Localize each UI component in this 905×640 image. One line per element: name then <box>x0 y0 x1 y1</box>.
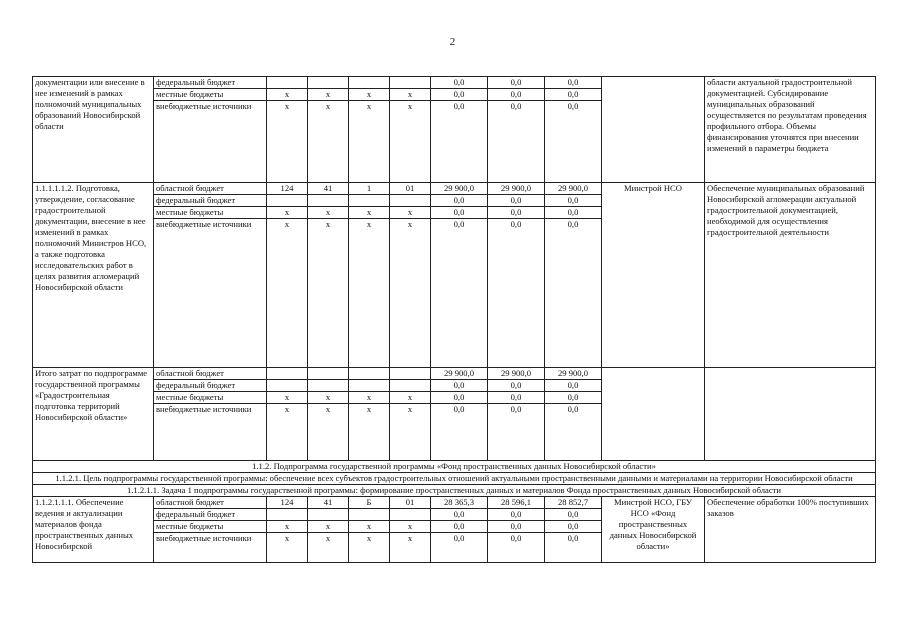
value-cell: 28 365,3 <box>431 497 488 509</box>
source-label: областной бюджет <box>154 497 267 509</box>
source-label: внебюджетные источники <box>154 101 267 183</box>
na-mark: x <box>349 392 390 404</box>
table-row <box>33 77 876 89</box>
na-mark: x <box>390 207 431 219</box>
value-cell: 0,0 <box>488 533 545 563</box>
value-cell: 0,0 <box>431 219 488 368</box>
na-mark: x <box>308 392 349 404</box>
na-mark: x <box>349 219 390 368</box>
na-mark: x <box>308 207 349 219</box>
value-cell: 0,0 <box>545 89 602 101</box>
value-cell: 0,0 <box>488 521 545 533</box>
event-name: документации или внесение в нее изменений в рамках полномочий муниципальных образований Новосибирской области <box>33 77 154 183</box>
value-cell: 0,0 <box>488 380 545 392</box>
na-mark: x <box>267 533 308 563</box>
source-label: местные бюджеты <box>154 392 267 404</box>
budget-table <box>32 76 876 563</box>
value-cell: 0,0 <box>545 380 602 392</box>
source-label: местные бюджеты <box>154 89 267 101</box>
table-row <box>33 473 876 485</box>
na-mark: x <box>390 392 431 404</box>
total-label: Итого затрат по подпрограмме государственной программы «Градостроительная подготовка территорий Новосибирской области» <box>33 368 154 461</box>
value-cell: 0,0 <box>431 521 488 533</box>
value-cell: 0,0 <box>431 77 488 89</box>
source-label: областной бюджет <box>154 368 267 380</box>
value-cell: 29 900,0 <box>545 368 602 380</box>
na-mark: x <box>390 533 431 563</box>
goal-heading: 1.1.2.1. Цель подпрограммы государственной программы: обеспечение всех субъектов градостроительных отношений актуальными пространственными данными и материалами на территории Новосибирской области <box>33 473 876 485</box>
executor-cell <box>602 77 705 183</box>
table-row <box>33 497 876 509</box>
event-name: 1.1.1.1.1.2. Подготовка, утверждение, согласование градостроительной документации, внесение в нее изменений в рамках полномочий Министров НСО, а также подготовка исследовательских работ в целях развития агломераций Новосибирской области <box>33 183 154 368</box>
na-mark: x <box>349 101 390 183</box>
value-cell: 0,0 <box>431 404 488 461</box>
value-cell: 0,0 <box>545 392 602 404</box>
table-row <box>33 183 876 195</box>
source-label: федеральный бюджет <box>154 380 267 392</box>
value-cell: 0,0 <box>431 380 488 392</box>
na-mark: x <box>267 101 308 183</box>
page-number: 2 <box>449 36 456 48</box>
na-mark: x <box>308 219 349 368</box>
value-cell: 0,0 <box>545 521 602 533</box>
executor-cell <box>602 368 705 461</box>
value-cell: 29 900,0 <box>545 183 602 195</box>
value-cell: 0,0 <box>545 207 602 219</box>
expected-result: Обеспечение обработки 100% поступивших заказов <box>705 497 876 563</box>
na-mark: x <box>267 404 308 461</box>
na-mark: x <box>349 533 390 563</box>
source-label: внебюджетные источники <box>154 533 267 563</box>
value-cell: 0,0 <box>431 89 488 101</box>
na-mark: x <box>308 404 349 461</box>
table-row <box>33 368 876 380</box>
value-cell: 0,0 <box>488 509 545 521</box>
source-label: федеральный бюджет <box>154 195 267 207</box>
executor-cell: Минстрой НСО, ГБУ НСО «Фонд пространственных данных Новосибирской области» <box>602 497 705 563</box>
na-mark: x <box>267 207 308 219</box>
na-mark: x <box>349 89 390 101</box>
value-cell: 28 596,1 <box>488 497 545 509</box>
na-mark: x <box>308 89 349 101</box>
value-cell: 29 900,0 <box>431 183 488 195</box>
na-mark: x <box>267 219 308 368</box>
na-mark: x <box>390 219 431 368</box>
value-cell: 0,0 <box>431 509 488 521</box>
na-mark: x <box>308 533 349 563</box>
value-cell: 0,0 <box>431 101 488 183</box>
table-row <box>33 485 876 497</box>
code-cell: 124 <box>267 183 308 195</box>
value-cell: 0,0 <box>488 101 545 183</box>
value-cell: 29 900,0 <box>488 183 545 195</box>
value-cell: 0,0 <box>431 207 488 219</box>
code-cell: 41 <box>308 183 349 195</box>
value-cell: 0,0 <box>545 404 602 461</box>
na-mark: x <box>267 89 308 101</box>
expected-result: области актуальной градостроительной документацией. Субсидирование муниципальных образований осуществляется по результатам проведения профильного отбора. Объемы финансирования уточнятся при внесении изменений в параметры бюджета <box>705 77 876 183</box>
value-cell: 0,0 <box>545 219 602 368</box>
value-cell: 0,0 <box>488 392 545 404</box>
code-cell: 01 <box>390 183 431 195</box>
value-cell: 0,0 <box>488 195 545 207</box>
value-cell: 0,0 <box>488 77 545 89</box>
code-cell: 01 <box>390 497 431 509</box>
value-cell: 0,0 <box>431 533 488 563</box>
na-mark: x <box>308 521 349 533</box>
na-mark: x <box>308 101 349 183</box>
value-cell: 0,0 <box>545 77 602 89</box>
na-mark: x <box>267 521 308 533</box>
task-heading: 1.1.2.1.1. Задача 1 подпрограммы государственной программы: формирование пространственных данных и материалов Фонда пространственных данных Новосибирской области <box>33 485 876 497</box>
value-cell: 0,0 <box>545 195 602 207</box>
source-label: областной бюджет <box>154 183 267 195</box>
table-row <box>33 461 876 473</box>
value-cell: 0,0 <box>488 89 545 101</box>
na-mark: x <box>390 404 431 461</box>
na-mark: x <box>349 404 390 461</box>
value-cell: 0,0 <box>488 207 545 219</box>
value-cell: 29 900,0 <box>431 368 488 380</box>
value-cell: 0,0 <box>545 509 602 521</box>
source-label: федеральный бюджет <box>154 77 267 89</box>
subprogram-heading: 1.1.2. Подпрограмма государственной программы «Фонд пространственных данных Новосибирской области» <box>33 461 876 473</box>
value-cell: 28 852,7 <box>545 497 602 509</box>
na-mark: x <box>349 207 390 219</box>
expected-result <box>705 368 876 461</box>
na-mark: x <box>267 392 308 404</box>
code-cell: 41 <box>308 497 349 509</box>
na-mark: x <box>390 521 431 533</box>
value-cell: 0,0 <box>488 404 545 461</box>
na-mark: x <box>349 521 390 533</box>
na-mark: x <box>390 101 431 183</box>
source-label: местные бюджеты <box>154 207 267 219</box>
value-cell: 0,0 <box>431 195 488 207</box>
value-cell: 0,0 <box>545 533 602 563</box>
code-cell: Б <box>349 497 390 509</box>
event-name: 1.1.2.1.1.1. Обеспечение ведения и актуализации материалов фонда пространственных данных Новосибирской <box>33 497 154 563</box>
code-cell: 124 <box>267 497 308 509</box>
value-cell: 0,0 <box>431 392 488 404</box>
executor-cell: Минстрой НСО <box>602 183 705 368</box>
source-label: внебюджетные источники <box>154 404 267 461</box>
code-cell: 1 <box>349 183 390 195</box>
value-cell: 0,0 <box>545 101 602 183</box>
source-label: местные бюджеты <box>154 521 267 533</box>
na-mark: x <box>390 89 431 101</box>
source-label: внебюджетные источники <box>154 219 267 368</box>
expected-result: Обеспечение муниципальных образований Новосибирской агломерации актуальной градостроительной документацией, необходимой для осуществления градостроительной деятельности <box>705 183 876 368</box>
value-cell: 0,0 <box>488 219 545 368</box>
source-label: федеральный бюджет <box>154 509 267 521</box>
value-cell: 29 900,0 <box>488 368 545 380</box>
